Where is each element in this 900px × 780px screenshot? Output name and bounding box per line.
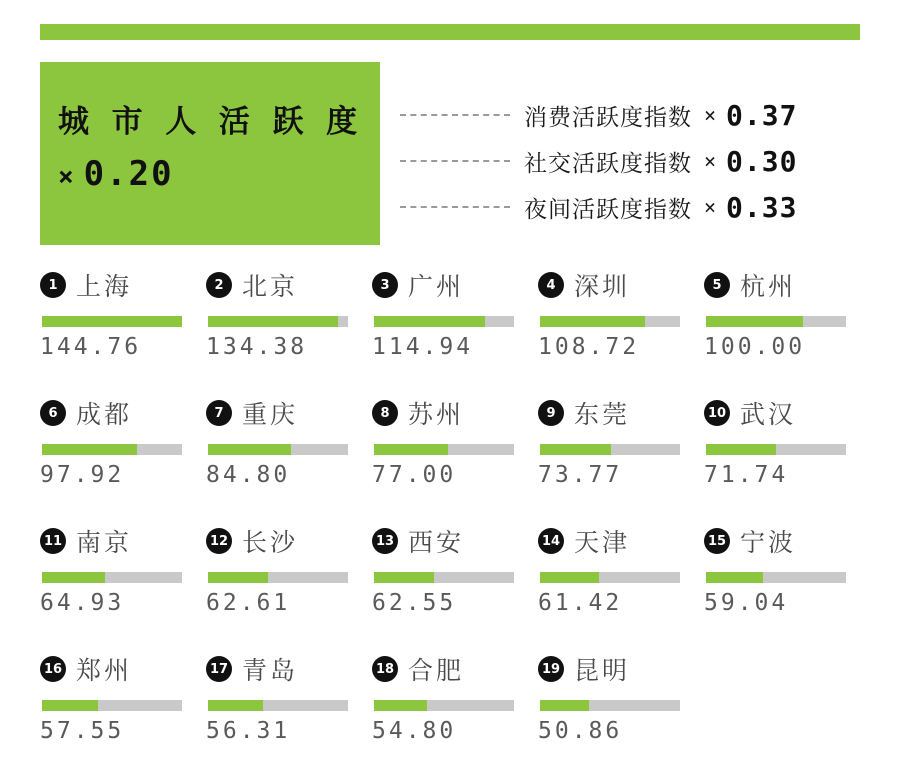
bar-fill xyxy=(42,572,105,583)
city-header xyxy=(372,524,538,558)
bar-fill xyxy=(42,444,137,455)
city-header xyxy=(372,268,538,302)
rank-badge: 6 xyxy=(40,400,66,426)
factor-value: 0.30 xyxy=(726,144,798,178)
multiply-symbol: × xyxy=(704,149,717,173)
rank-badge: 5 xyxy=(704,272,730,298)
multiply-symbol: × xyxy=(58,162,76,192)
rank-badge: 8 xyxy=(372,400,398,426)
city-name: 合肥 xyxy=(408,657,465,685)
bar-fill xyxy=(208,572,268,583)
city-item xyxy=(372,268,538,396)
city-item xyxy=(372,396,538,524)
city-item xyxy=(704,268,870,396)
city-header xyxy=(372,652,538,686)
dashed-connector-icon xyxy=(400,160,510,162)
bar-fill xyxy=(706,444,776,455)
city-name: 南京 xyxy=(76,529,133,557)
city-value: 71.74 xyxy=(704,462,789,488)
bar-track xyxy=(42,700,182,711)
multiply-symbol: × xyxy=(704,195,717,219)
rank-badge: 2 xyxy=(206,272,232,298)
city-name: 青岛 xyxy=(242,657,299,685)
city-name: 东莞 xyxy=(574,401,631,429)
city-header xyxy=(704,524,870,558)
city-name: 成都 xyxy=(76,401,133,429)
bar-track xyxy=(208,316,348,327)
city-value: 108.72 xyxy=(538,334,640,360)
factor-label: 社交活跃度指数 xyxy=(524,149,692,176)
city-header xyxy=(704,396,870,430)
city-name: 广州 xyxy=(408,273,465,301)
rank-badge: 18 xyxy=(372,656,398,682)
bar-track xyxy=(374,572,514,583)
factor-list xyxy=(400,92,860,230)
city-header xyxy=(40,652,206,686)
bar-track xyxy=(374,316,514,327)
bar-fill xyxy=(540,444,611,455)
bar-fill xyxy=(208,700,263,711)
bar-fill xyxy=(208,444,291,455)
bar-fill xyxy=(540,316,645,327)
bar-track xyxy=(208,444,348,455)
city-value: 56.31 xyxy=(206,718,291,744)
city-name: 深圳 xyxy=(574,273,631,301)
top-accent-bar xyxy=(40,24,860,40)
bar-fill xyxy=(42,700,98,711)
bar-track xyxy=(540,316,680,327)
city-item xyxy=(40,396,206,524)
bar-track xyxy=(208,700,348,711)
bar-track xyxy=(540,700,680,711)
city-header xyxy=(538,524,704,558)
city-item xyxy=(704,524,870,652)
city-name: 上海 xyxy=(76,273,133,301)
rank-badge: 19 xyxy=(538,656,564,682)
bar-fill xyxy=(374,572,434,583)
city-header xyxy=(372,396,538,430)
bar-track xyxy=(374,700,514,711)
city-header xyxy=(206,396,372,430)
city-name: 苏州 xyxy=(408,401,465,429)
city-value: 54.80 xyxy=(372,718,457,744)
bar-fill xyxy=(374,444,448,455)
city-item xyxy=(538,652,704,780)
city-item xyxy=(40,524,206,652)
city-header xyxy=(538,396,704,430)
bar-track xyxy=(706,316,846,327)
city-value: 114.94 xyxy=(372,334,474,360)
bar-fill xyxy=(706,316,803,327)
multiply-symbol: × xyxy=(704,103,717,127)
title-multiplier xyxy=(58,154,362,197)
title-box xyxy=(40,62,380,245)
rank-badge: 4 xyxy=(538,272,564,298)
city-value: 64.93 xyxy=(40,590,125,616)
rank-badge: 15 xyxy=(704,528,730,554)
city-value: 59.04 xyxy=(704,590,789,616)
factor-label: 夜间活跃度指数 xyxy=(524,195,692,222)
bar-track xyxy=(42,572,182,583)
city-header xyxy=(40,396,206,430)
city-item xyxy=(40,268,206,396)
city-item xyxy=(704,396,870,524)
rank-badge: 3 xyxy=(372,272,398,298)
city-item xyxy=(40,652,206,780)
bar-track xyxy=(208,572,348,583)
city-name: 西安 xyxy=(408,529,465,557)
city-name: 宁波 xyxy=(740,529,797,557)
city-value: 61.42 xyxy=(538,590,623,616)
city-grid xyxy=(40,268,870,780)
city-value: 57.55 xyxy=(40,718,125,744)
page-title: 城 市 人 活 跃 度 xyxy=(58,104,365,139)
city-value: 144.76 xyxy=(40,334,142,360)
city-value: 100.00 xyxy=(704,334,806,360)
bar-fill xyxy=(374,316,485,327)
bar-fill xyxy=(208,316,338,327)
city-item xyxy=(372,524,538,652)
city-name: 杭州 xyxy=(740,273,797,301)
dashed-connector-icon xyxy=(400,206,510,208)
city-header xyxy=(538,652,704,686)
rank-badge: 7 xyxy=(206,400,232,426)
city-value: 73.77 xyxy=(538,462,623,488)
factor-row xyxy=(400,184,860,230)
city-header xyxy=(40,268,206,302)
city-name: 郑州 xyxy=(76,657,133,685)
bar-track xyxy=(706,572,846,583)
rank-badge: 16 xyxy=(40,656,66,682)
factor-value: 0.37 xyxy=(726,98,798,132)
city-item xyxy=(206,396,372,524)
city-item xyxy=(372,652,538,780)
factor-value: 0.33 xyxy=(726,190,798,224)
rank-badge: 9 xyxy=(538,400,564,426)
rank-badge: 10 xyxy=(704,400,730,426)
city-header xyxy=(538,268,704,302)
bar-track xyxy=(540,572,680,583)
factor-row xyxy=(400,92,860,138)
city-item xyxy=(206,652,372,780)
city-header xyxy=(704,268,870,302)
city-name: 重庆 xyxy=(242,401,299,429)
bar-fill xyxy=(540,572,599,583)
city-value: 62.55 xyxy=(372,590,457,616)
title-multiplier-value: 0.20 xyxy=(83,154,174,194)
bar-track xyxy=(374,444,514,455)
city-value: 134.38 xyxy=(206,334,308,360)
city-item xyxy=(538,396,704,524)
city-name: 昆明 xyxy=(574,657,631,685)
dashed-connector-icon xyxy=(400,114,510,116)
rank-badge: 12 xyxy=(206,528,232,554)
city-header xyxy=(206,268,372,302)
city-item xyxy=(206,268,372,396)
city-value: 50.86 xyxy=(538,718,623,744)
city-value: 97.92 xyxy=(40,462,125,488)
rank-badge: 13 xyxy=(372,528,398,554)
bar-fill xyxy=(374,700,427,711)
city-item xyxy=(538,524,704,652)
city-value: 77.00 xyxy=(372,462,457,488)
city-item xyxy=(538,268,704,396)
header-section xyxy=(40,62,860,250)
city-header xyxy=(206,524,372,558)
city-name: 天津 xyxy=(574,529,631,557)
city-value: 84.80 xyxy=(206,462,291,488)
city-name: 武汉 xyxy=(740,401,797,429)
rank-badge: 17 xyxy=(206,656,232,682)
city-header xyxy=(206,652,372,686)
city-name: 北京 xyxy=(242,273,299,301)
rank-badge: 14 xyxy=(538,528,564,554)
bar-fill xyxy=(42,316,182,327)
city-header xyxy=(40,524,206,558)
city-item xyxy=(206,524,372,652)
bar-track xyxy=(42,444,182,455)
rank-badge: 11 xyxy=(40,528,66,554)
bar-fill xyxy=(706,572,763,583)
bar-fill xyxy=(540,700,589,711)
factor-label: 消费活跃度指数 xyxy=(524,103,692,130)
bar-track xyxy=(706,444,846,455)
rank-badge: 1 xyxy=(40,272,66,298)
bar-track xyxy=(42,316,182,327)
factor-row xyxy=(400,138,860,184)
bar-track xyxy=(540,444,680,455)
city-value: 62.61 xyxy=(206,590,291,616)
city-name: 长沙 xyxy=(242,529,299,557)
